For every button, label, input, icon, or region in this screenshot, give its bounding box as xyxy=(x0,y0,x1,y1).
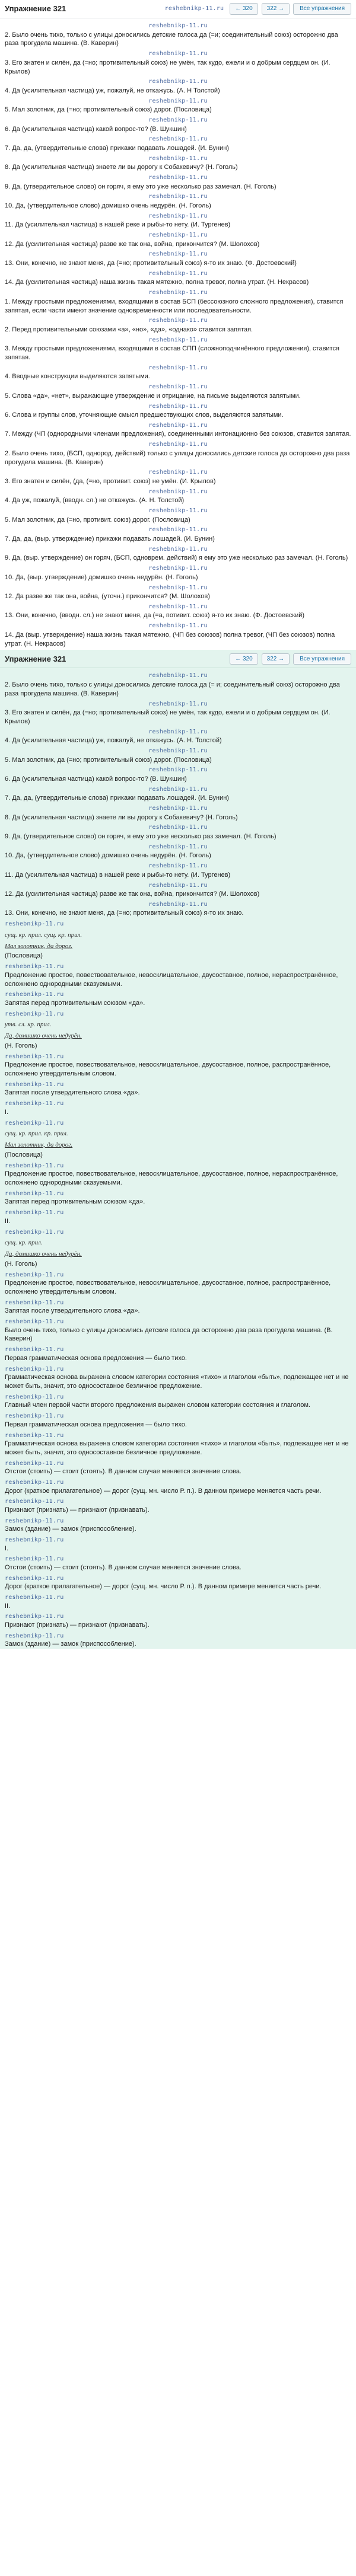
parsed-sentence: Мал золотник, да дорог. xyxy=(5,942,73,950)
watermark: reshebnikp-11.ru xyxy=(5,1393,64,1400)
analysis-text: Отстои (стоить) — стоит (стоять). В данном случае меняется значение слова. xyxy=(5,1563,241,1571)
parse-labels: сущ. кр. прил. кр. прил. xyxy=(5,1130,68,1138)
answer-item xyxy=(5,862,351,879)
watermark: reshebnikp-11.ru xyxy=(5,1100,64,1107)
watermark: reshebnikp-11.ru xyxy=(164,5,224,12)
watermark: reshebnikp-11.ru xyxy=(148,469,208,476)
watermark: reshebnikp-11.ru xyxy=(5,1228,64,1236)
analysis-item xyxy=(5,991,351,1007)
answer-item xyxy=(5,728,351,745)
exercise-panel-second xyxy=(0,650,356,1649)
analysis-item xyxy=(5,1010,351,1051)
watermark: reshebnikp-11.ru xyxy=(5,1119,64,1126)
analysis-item xyxy=(5,1209,351,1225)
answer-item xyxy=(5,212,351,229)
watermark: reshebnikp-11.ru xyxy=(148,672,208,679)
watermark: reshebnikp-11.ru xyxy=(148,623,208,630)
answer-item xyxy=(5,805,351,822)
sentence-source: (Н. Гоголь) xyxy=(5,1042,37,1049)
watermark: reshebnikp-11.ru xyxy=(148,441,208,448)
watermark: reshebnikp-11.ru xyxy=(148,364,208,371)
parsed-sentence: Да, домишко очень недурён. xyxy=(5,1032,82,1040)
exercise-panel-first xyxy=(0,0,356,648)
analysis-text: Дорог (краткое прилагательное) — дорог (сущ. мн. число Р. п.). В данном примере меняется часть речи. xyxy=(5,1487,322,1495)
watermark: reshebnikp-11.ru xyxy=(148,193,208,200)
answer-item xyxy=(5,97,351,114)
answer-item xyxy=(5,78,351,95)
answer-item xyxy=(5,383,351,400)
answer-item xyxy=(5,174,351,191)
watermark: reshebnikp-11.ru xyxy=(148,232,208,239)
watermark: reshebnikp-11.ru xyxy=(5,1413,64,1420)
answer-item xyxy=(5,50,351,76)
analysis-item xyxy=(5,1100,351,1116)
watermark: reshebnikp-11.ru xyxy=(5,1594,64,1601)
answer-text: 7. Да, да, (выр. утверждение) прикажи подавать лошадей. (И. Бунин) xyxy=(5,535,215,542)
watermark: reshebnikp-11.ru xyxy=(148,584,208,591)
answer-text: 6. Да (усилительная частица) какой вопрос-то? (В. Шукшин) xyxy=(5,775,187,783)
analysis-text: Грамматическая основа выражена словом категории состояния «тихо» и глаголом «быть», подлежащее нет и не может быть, значит, это односоставное безличное предложение. xyxy=(5,1374,349,1390)
answer-text: 5. Слова «да», «нет», выражающие утверждение и отрицание, на письме выделяются запятыми. xyxy=(5,392,301,400)
answer-text: 8. Да (усилительная частица) знаете ли вы дорогу к Собакевичу? (Н. Гоголь) xyxy=(5,813,238,821)
answer-item xyxy=(5,317,351,334)
answer-text: 12. Да (усилительная частица) разве же так она, война, прикончится? (М. Шолохов) xyxy=(5,890,260,898)
answer-text: 4. Вводные конструкции выделяются запятыми. xyxy=(5,373,150,381)
analysis-text: Признают (признать) — признают (признавать). xyxy=(5,1506,150,1514)
analysis-item xyxy=(5,1432,351,1457)
watermark: reshebnikp-11.ru xyxy=(5,1346,64,1354)
answer-text: 2. Было очень тихо, только с улицы доносились детские голоса да (=и; соединительный союз) осторожно два раза прогудела машина. (В. Каверин) xyxy=(5,31,338,47)
watermark: reshebnikp-11.ru xyxy=(5,921,64,928)
watermark: reshebnikp-11.ru xyxy=(148,748,208,755)
answer-text: 9. Да, (утвердительное слово) он горяч, я ему это уже несколько раз замечал. (Н. Гоголь) xyxy=(5,183,276,190)
watermark: reshebnikp-11.ru xyxy=(5,1162,64,1169)
answer-text: 13. Они, конечно, не знают меня, да (=но; противительный союз) я-то их знаю. (Ф. Достоевский) xyxy=(5,259,297,267)
answer-text: 12. Да разве же так она, война, (уточн.) прикончится? (М. Шолохов) xyxy=(5,593,210,600)
answer-text: 4. Да (усилительная частица) уж, пожалуй, не откажусь. (А. Н. Толстой) xyxy=(5,737,222,745)
analysis-item xyxy=(5,1081,351,1097)
sentence-source: (Пословица) xyxy=(5,952,43,960)
parse-labels: сущ. кр. прил. xyxy=(5,1239,43,1247)
watermark: reshebnikp-11.ru xyxy=(148,805,208,812)
answer-text: 14. Да (выр. утверждение) наша жизнь такая мятежно, (ЧП без союзов) полна тревог, (ЧП без союзов) полна утрат. (Н. Некрасов) xyxy=(5,631,335,647)
watermark: reshebnikp-11.ru xyxy=(148,700,208,707)
watermark: reshebnikp-11.ru xyxy=(5,1537,64,1544)
answer-item xyxy=(5,193,351,210)
watermark: reshebnikp-11.ru xyxy=(148,767,208,774)
watermark: reshebnikp-11.ru xyxy=(148,251,208,258)
analysis-text: Замок (здание) — замок (приспособление). xyxy=(5,1525,136,1533)
answer-text: 10. Да, (утвердительное слово) домишко очень недурён. (Н. Гоголь) xyxy=(5,202,211,209)
watermark: reshebnikp-11.ru xyxy=(5,1613,64,1620)
analysis-item xyxy=(5,1555,351,1572)
watermark: reshebnikp-11.ru xyxy=(5,1299,64,1306)
analysis-text: II. xyxy=(5,1602,11,1610)
analysis-item xyxy=(5,1479,351,1495)
answer-item xyxy=(5,901,351,918)
answer-text: 3. Его знатен и силён, да (=но; противительный союз) не умён, так кудо, ежели и о добрым сердцем он. (И. Крылов) xyxy=(5,59,330,75)
watermark: reshebnikp-11.ru xyxy=(148,174,208,181)
answer-item xyxy=(5,468,351,486)
watermark: reshebnikp-11.ru xyxy=(5,963,64,971)
analysis-text: Дорог (краткое прилагательное) — дорог (сущ. мн. число Р. п.). В данном примере меняется часть речи. xyxy=(5,1583,322,1591)
answer-text: 8. Да (усилительная частица) знаете ли вы дорогу к Собакевичу? (Н. Гоголь) xyxy=(5,164,238,171)
analysis-text: Запятая перед противительным союзом «да». xyxy=(5,1198,145,1206)
analysis-item xyxy=(5,1575,351,1591)
answer-text: 13. Они, конечно, (вводн. сл.) не знают меня, да (=а, потивит. союз) я-то их знаю. (Ф. Достоевский) xyxy=(5,612,305,620)
watermark: reshebnikp-11.ru xyxy=(5,1081,64,1088)
watermark: reshebnikp-11.ru xyxy=(148,882,208,889)
answer-item xyxy=(5,289,351,315)
answer-text: 3. Его знатен и силён, (да, (=но, противит. союз) не умён. (И. Крылов) xyxy=(5,477,216,485)
watermark: reshebnikp-11.ru xyxy=(148,901,208,908)
watermark: reshebnikp-11.ru xyxy=(148,824,208,831)
analysis-text: I. xyxy=(5,1544,9,1552)
watermark: reshebnikp-11.ru xyxy=(5,1365,64,1372)
header-bar xyxy=(0,0,356,18)
answer-text: 14. Да (усилительная частица) наша жизнь такая мятежно, полна тревог, полна утрат. (Н. Некрасов) xyxy=(5,279,309,286)
answer-item xyxy=(5,584,351,601)
answer-item xyxy=(5,766,351,783)
answer-item xyxy=(5,564,351,582)
answer-item xyxy=(5,270,351,287)
exercise-nav xyxy=(230,3,351,15)
analysis-text: Было очень тихо, только с улицы доносились детские голоса да осторожно два раза прогудела машина. (В. Каверин) xyxy=(5,1326,333,1343)
parse-labels: утв. сл. кр. прил. xyxy=(5,1021,52,1029)
watermark: reshebnikp-11.ru xyxy=(148,843,208,850)
analysis-item xyxy=(5,1632,351,1649)
prev-exercise-button[interactable]: ← 320 xyxy=(230,653,258,665)
answer-item xyxy=(5,672,351,698)
answer-item xyxy=(5,155,351,172)
analysis-list xyxy=(5,920,351,1649)
watermark: reshebnikp-11.ru xyxy=(148,289,208,296)
watermark: reshebnikp-11.ru xyxy=(5,1010,64,1017)
answer-text: 2. Было очень тихо, только с улицы доносились детские голоса да (= и; соединительный союз) осторожно два раза прогудела машина. (В. Каверин) xyxy=(5,681,340,697)
analysis-item xyxy=(5,1119,351,1160)
watermark: reshebnikp-11.ru xyxy=(148,863,208,870)
answer-item xyxy=(5,823,351,841)
analysis-text: II. xyxy=(5,1217,11,1225)
answer-item xyxy=(5,603,351,620)
analysis-item xyxy=(5,1412,351,1429)
analysis-item xyxy=(5,1517,351,1534)
watermark: reshebnikp-11.ru xyxy=(148,212,208,219)
watermark: reshebnikp-11.ru xyxy=(148,23,208,29)
analysis-item xyxy=(5,1460,351,1476)
answer-item xyxy=(5,488,351,505)
answer-item xyxy=(5,422,351,439)
analysis-text: Главный член первой части второго предложения выражен словом категории состояния и глаголом. xyxy=(5,1402,310,1409)
answer-text: 4. Да (усилительная частица) уж, пожалуй, не откажусь. (А. Н Толстой) xyxy=(5,87,220,94)
answer-item xyxy=(5,364,351,381)
watermark: reshebnikp-11.ru xyxy=(148,136,208,143)
answer-text: 10. Да, (выр. утверждение) домишко очень недурён. (Н. Гоголь) xyxy=(5,573,198,581)
analysis-text: Грамматическая основа выражена словом категории состояния «тихо» и глаголом «быть», подлежащее нет и не может быть, значит, это односоставное безличное предложение. xyxy=(5,1440,349,1456)
answer-text: 9. Да, (утвердительное слово) он горяч, я ему это уже несколько раз замечал. (Н. Гоголь) xyxy=(5,832,276,840)
watermark: reshebnikp-11.ru xyxy=(5,1632,64,1639)
watermark: reshebnikp-11.ru xyxy=(5,1432,64,1439)
analysis-text: Предложение простое, повествовательное, невосклицательное, двусоставное, полное, нераспространённое, осложнено однородными сказуемыми. xyxy=(5,971,338,988)
answer-text: 6. Слова и группы слов, уточняющие смысл предшествующих слов, выделяются запятыми. xyxy=(5,411,284,419)
answer-item xyxy=(5,403,351,420)
analysis-item xyxy=(5,1053,351,1078)
answer-item xyxy=(5,22,351,48)
answer-item xyxy=(5,622,351,648)
analysis-item xyxy=(5,1594,351,1610)
answer-item xyxy=(5,231,351,248)
watermark: reshebnikp-11.ru xyxy=(148,422,208,429)
analysis-item xyxy=(5,920,351,960)
answer-text: 2. Было очень тихо, (БСП, однород. действий) только с улицы доносились детские голоса да осторожно два раза прогудела машина. (В. Каверин) xyxy=(5,449,350,466)
answer-item xyxy=(5,116,351,133)
analysis-item xyxy=(5,1536,351,1553)
answer-text: 7. Да, да, (утвердительные слова) прикажи подавать лошадей. (И. Бунин) xyxy=(5,794,229,802)
answer-text: 12. Да (усилительная частица) разве же так она, война, прикончится? (М. Шолохов) xyxy=(5,240,260,248)
answer-text: 9. Да, (выр. утверждение) он горяч, (БСП, одноврем. действий) я ему это уже несколько раз замечал. (Н. Гоголь) xyxy=(5,554,348,562)
watermark: reshebnikp-11.ru xyxy=(5,1271,64,1278)
analysis-item xyxy=(5,963,351,988)
answer-item xyxy=(5,786,351,803)
analysis-text: Предложение простое, повествовательное, невосклицательное, двусоставное, полное, распространённое, осложнено утвердительным словом. xyxy=(5,1279,331,1295)
analysis-text: Замок (здание) — замок (приспособление). xyxy=(5,1640,136,1648)
answer-item xyxy=(5,700,351,726)
analysis-item xyxy=(5,1346,351,1362)
watermark: reshebnikp-11.ru xyxy=(5,1053,64,1060)
analysis-text: Первая грамматическая основа предложения — было тихо. xyxy=(5,1421,187,1428)
next-exercise-button[interactable]: 322 → xyxy=(262,653,290,665)
answer-text: 3. Между простыми предложениями, входящими в состав СПП (сложноподчинённого предложения), ставится запятая. xyxy=(5,345,339,362)
next-exercise-button[interactable]: 322 → xyxy=(262,3,290,15)
page-title: Упражнение 321 xyxy=(5,654,66,663)
sentence-source: (Пословица) xyxy=(5,1151,43,1158)
all-exercises-button[interactable]: Все упражнения xyxy=(293,653,351,665)
answer-text: 11. Да (усилительная частица) в нашей реке и рыбы-то нету. (И. Тургенев) xyxy=(5,221,231,229)
analysis-text: Признают (признать) — признают (признавать). xyxy=(5,1621,150,1629)
analysis-text: Запятая перед противительным союзом «да». xyxy=(5,999,145,1007)
parse-labels: сущ. кр. прил. сущ. кр. прил. xyxy=(5,931,82,939)
answer-item xyxy=(5,843,351,860)
answer-item xyxy=(5,135,351,152)
answer-text: 3. Его знатен и силён, да (=но; противительный союз) не умён, так кудо, ежели и о добрым сердцем он. (И. Крылов) xyxy=(5,709,330,725)
watermark: reshebnikp-11.ru xyxy=(148,526,208,534)
answer-item xyxy=(5,507,351,524)
watermark: reshebnikp-11.ru xyxy=(5,1190,64,1197)
watermark: reshebnikp-11.ru xyxy=(5,991,64,998)
watermark: reshebnikp-11.ru xyxy=(148,336,208,343)
watermark: reshebnikp-11.ru xyxy=(5,1479,64,1486)
watermark: reshebnikp-11.ru xyxy=(148,786,208,793)
watermark: reshebnikp-11.ru xyxy=(5,1498,64,1505)
analysis-item xyxy=(5,1613,351,1629)
watermark: reshebnikp-11.ru xyxy=(5,1556,64,1563)
answer-text: 5. Мал золотник, да (=но, противит. союз) дорог. (Пословица) xyxy=(5,516,190,524)
analysis-text: Первая грамматическая основа предложения — было тихо. xyxy=(5,1354,187,1362)
watermark: reshebnikp-11.ru xyxy=(148,117,208,124)
watermark: reshebnikp-11.ru xyxy=(148,384,208,391)
analysis-item xyxy=(5,1299,351,1316)
watermark: reshebnikp-11.ru xyxy=(148,78,208,85)
analysis-item xyxy=(5,1271,351,1297)
analysis-item xyxy=(5,1365,351,1391)
answer-text: 10. Да, (утвердительное слово) домишко очень недурён. (Н. Гоголь) xyxy=(5,852,211,860)
watermark: reshebnikp-11.ru xyxy=(148,507,208,515)
watermark: reshebnikp-11.ru xyxy=(5,1517,64,1524)
analysis-item xyxy=(5,1190,351,1206)
parsed-sentence: Да, домишко очень недурён. xyxy=(5,1250,82,1257)
parsed-sentence: Мал золотник, да дорог. xyxy=(5,1141,73,1148)
analysis-text: Предложение простое, повествовательное, невосклицательное, двусоставное, полное, нераспространённое, осложнено однородными сказуемыми. xyxy=(5,1170,338,1187)
watermark: reshebnikp-11.ru xyxy=(148,317,208,324)
watermark: reshebnikp-11.ru xyxy=(148,403,208,410)
analysis-item xyxy=(5,1318,351,1343)
watermark: reshebnikp-11.ru xyxy=(148,545,208,553)
watermark: reshebnikp-11.ru xyxy=(148,603,208,610)
analysis-item xyxy=(5,1498,351,1514)
answer-text: 2. Перед противительными союзами «а», «но», «да», «однако» ставится запятая. xyxy=(5,325,253,333)
prev-exercise-button[interactable]: ← 320 xyxy=(230,3,258,15)
answer-item xyxy=(5,545,351,563)
all-exercises-button[interactable]: Все упражнения xyxy=(293,3,351,15)
analysis-item xyxy=(5,1162,351,1188)
analysis-text: Запятая после утвердительного слова «да». xyxy=(5,1089,140,1097)
answer-item xyxy=(5,250,351,267)
answer-text: 5. Мал золотник, да (=но; противительный союз) дорог. (Пословица) xyxy=(5,756,212,764)
answer-list-first xyxy=(5,22,351,648)
watermark: reshebnikp-11.ru xyxy=(5,1319,64,1326)
watermark: reshebnikp-11.ru xyxy=(148,97,208,104)
watermark: reshebnikp-11.ru xyxy=(148,488,208,495)
analysis-item xyxy=(5,1228,351,1269)
answer-item xyxy=(5,747,351,764)
analysis-text: Отстои (стоить) — стоит (стоять). В данном случае меняется значение слова. xyxy=(5,1468,241,1476)
analysis-item xyxy=(5,1393,351,1410)
watermark: reshebnikp-11.ru xyxy=(5,1575,64,1582)
sentence-source: (Н. Гоголь) xyxy=(5,1260,37,1268)
watermark: reshebnikp-11.ru xyxy=(148,270,208,277)
answer-item xyxy=(5,440,351,467)
page-title: Упражнение 321 xyxy=(5,4,66,14)
answer-text: 11. Да (усилительная частица) в нашей реке и рыбы-то нету. (И. Тургенев) xyxy=(5,871,231,879)
answer-text: 7. Да, да, (утвердительные слова) прикажи подавать лошадей. (И. Бунин) xyxy=(5,144,229,152)
watermark: reshebnikp-11.ru xyxy=(5,1460,64,1467)
watermark: reshebnikp-11.ru xyxy=(148,728,208,735)
watermark: reshebnikp-11.ru xyxy=(148,155,208,162)
answer-text: 13. Они, конечно, не знают меня, да (=но; противительный союз) я-то их знаю. xyxy=(5,909,244,917)
analysis-text: I. xyxy=(5,1108,9,1116)
answer-list-second xyxy=(5,672,351,918)
header-bar xyxy=(0,650,356,668)
answer-item xyxy=(5,526,351,543)
analysis-text: Запятая после утвердительного слова «да». xyxy=(5,1307,140,1315)
answer-text: 7. Между (ЧП (однородными членами предложения), соединенными интонационно без союзов, ставится запятая. xyxy=(5,430,351,438)
analysis-text: Предложение простое, повествовательное, невосклицательное, двусоставное, полное, распространённое, осложнено утвердительным словом. xyxy=(5,1061,331,1078)
watermark: reshebnikp-11.ru xyxy=(148,50,208,58)
answer-item xyxy=(5,882,351,899)
answer-text: 4. Да уж, пожалуй, (вводн. сл.) не откажусь. (А. Н. Толстой) xyxy=(5,497,185,505)
answer-text: 5. Мал золотник, да (=но; противительный союз) дорог. (Пословица) xyxy=(5,106,212,114)
watermark: reshebnikp-11.ru xyxy=(148,565,208,572)
exercise-nav xyxy=(230,653,351,665)
watermark: reshebnikp-11.ru xyxy=(5,1209,64,1217)
answer-text: 6. Да (усилительная частица) какой вопрос-то? (В. Шукшин) xyxy=(5,125,187,133)
answer-item xyxy=(5,336,351,362)
answer-text: 1. Между простыми предложениями, входящими в состав БСП (бессоюзного сложного предложения), ставится запятая, если части имеют значение одновременности или последовательности. xyxy=(5,298,344,314)
